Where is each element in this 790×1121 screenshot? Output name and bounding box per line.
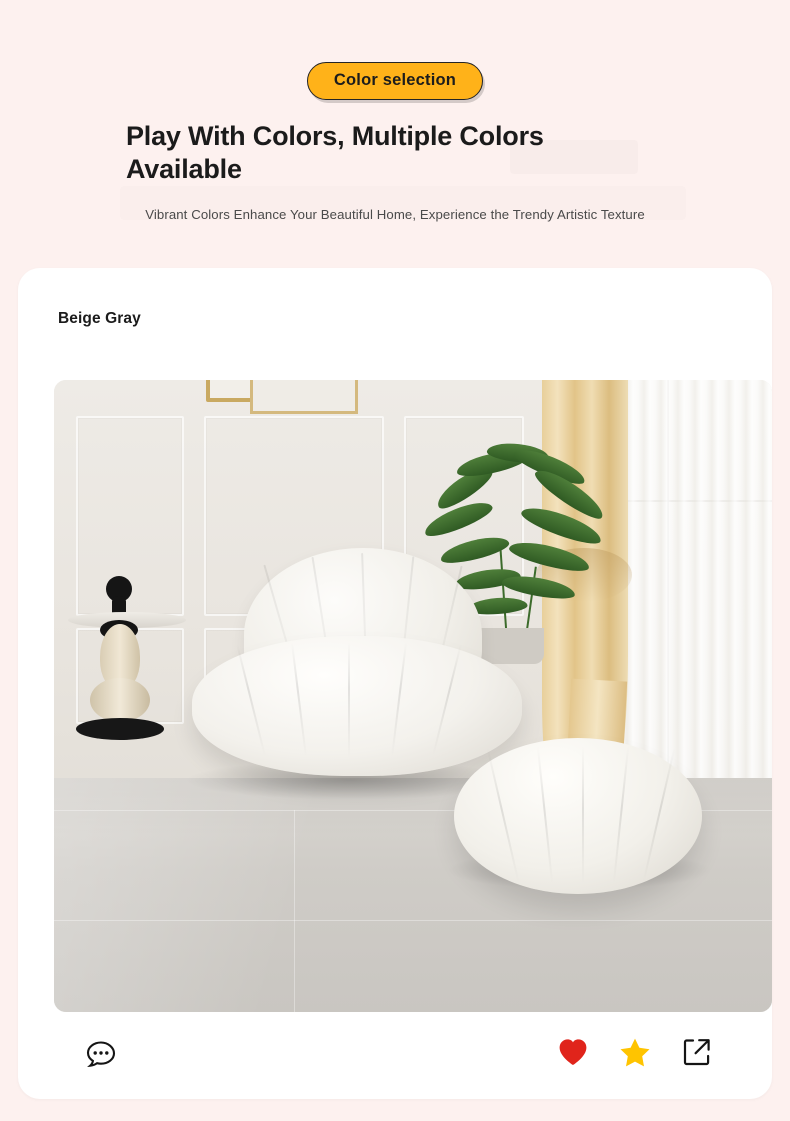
share-external-icon	[682, 1037, 712, 1067]
product-image-scene	[54, 380, 772, 1012]
page-title: Play With Colors, Multiple Colors Available	[126, 121, 544, 184]
comment-button[interactable]	[80, 1035, 122, 1077]
page-header	[0, 0, 790, 222]
color-selection-badge[interactable]: Color selection	[307, 62, 483, 100]
favorite-button[interactable]	[618, 1035, 652, 1069]
heart-icon	[557, 1037, 589, 1067]
comment-bubble-icon	[82, 1037, 120, 1075]
lounge-chair	[192, 548, 522, 808]
like-button[interactable]	[556, 1035, 590, 1069]
page-subtitle: Vibrant Colors Enhance Your Beautiful Home, Experience the Trendy Artistic Texture	[145, 206, 645, 222]
title-wrap	[125, 120, 665, 186]
product-image[interactable]	[54, 380, 772, 1012]
chair-seat	[192, 636, 522, 776]
share-button[interactable]	[680, 1035, 714, 1069]
star-icon	[619, 1037, 651, 1068]
color-variant-name: Beige Gray	[58, 310, 141, 327]
right-action-group	[556, 1035, 714, 1069]
card-action-bar	[18, 1013, 772, 1099]
ottoman	[454, 738, 702, 894]
wall-art-frame	[250, 380, 358, 414]
color-variant-card	[18, 268, 772, 1099]
